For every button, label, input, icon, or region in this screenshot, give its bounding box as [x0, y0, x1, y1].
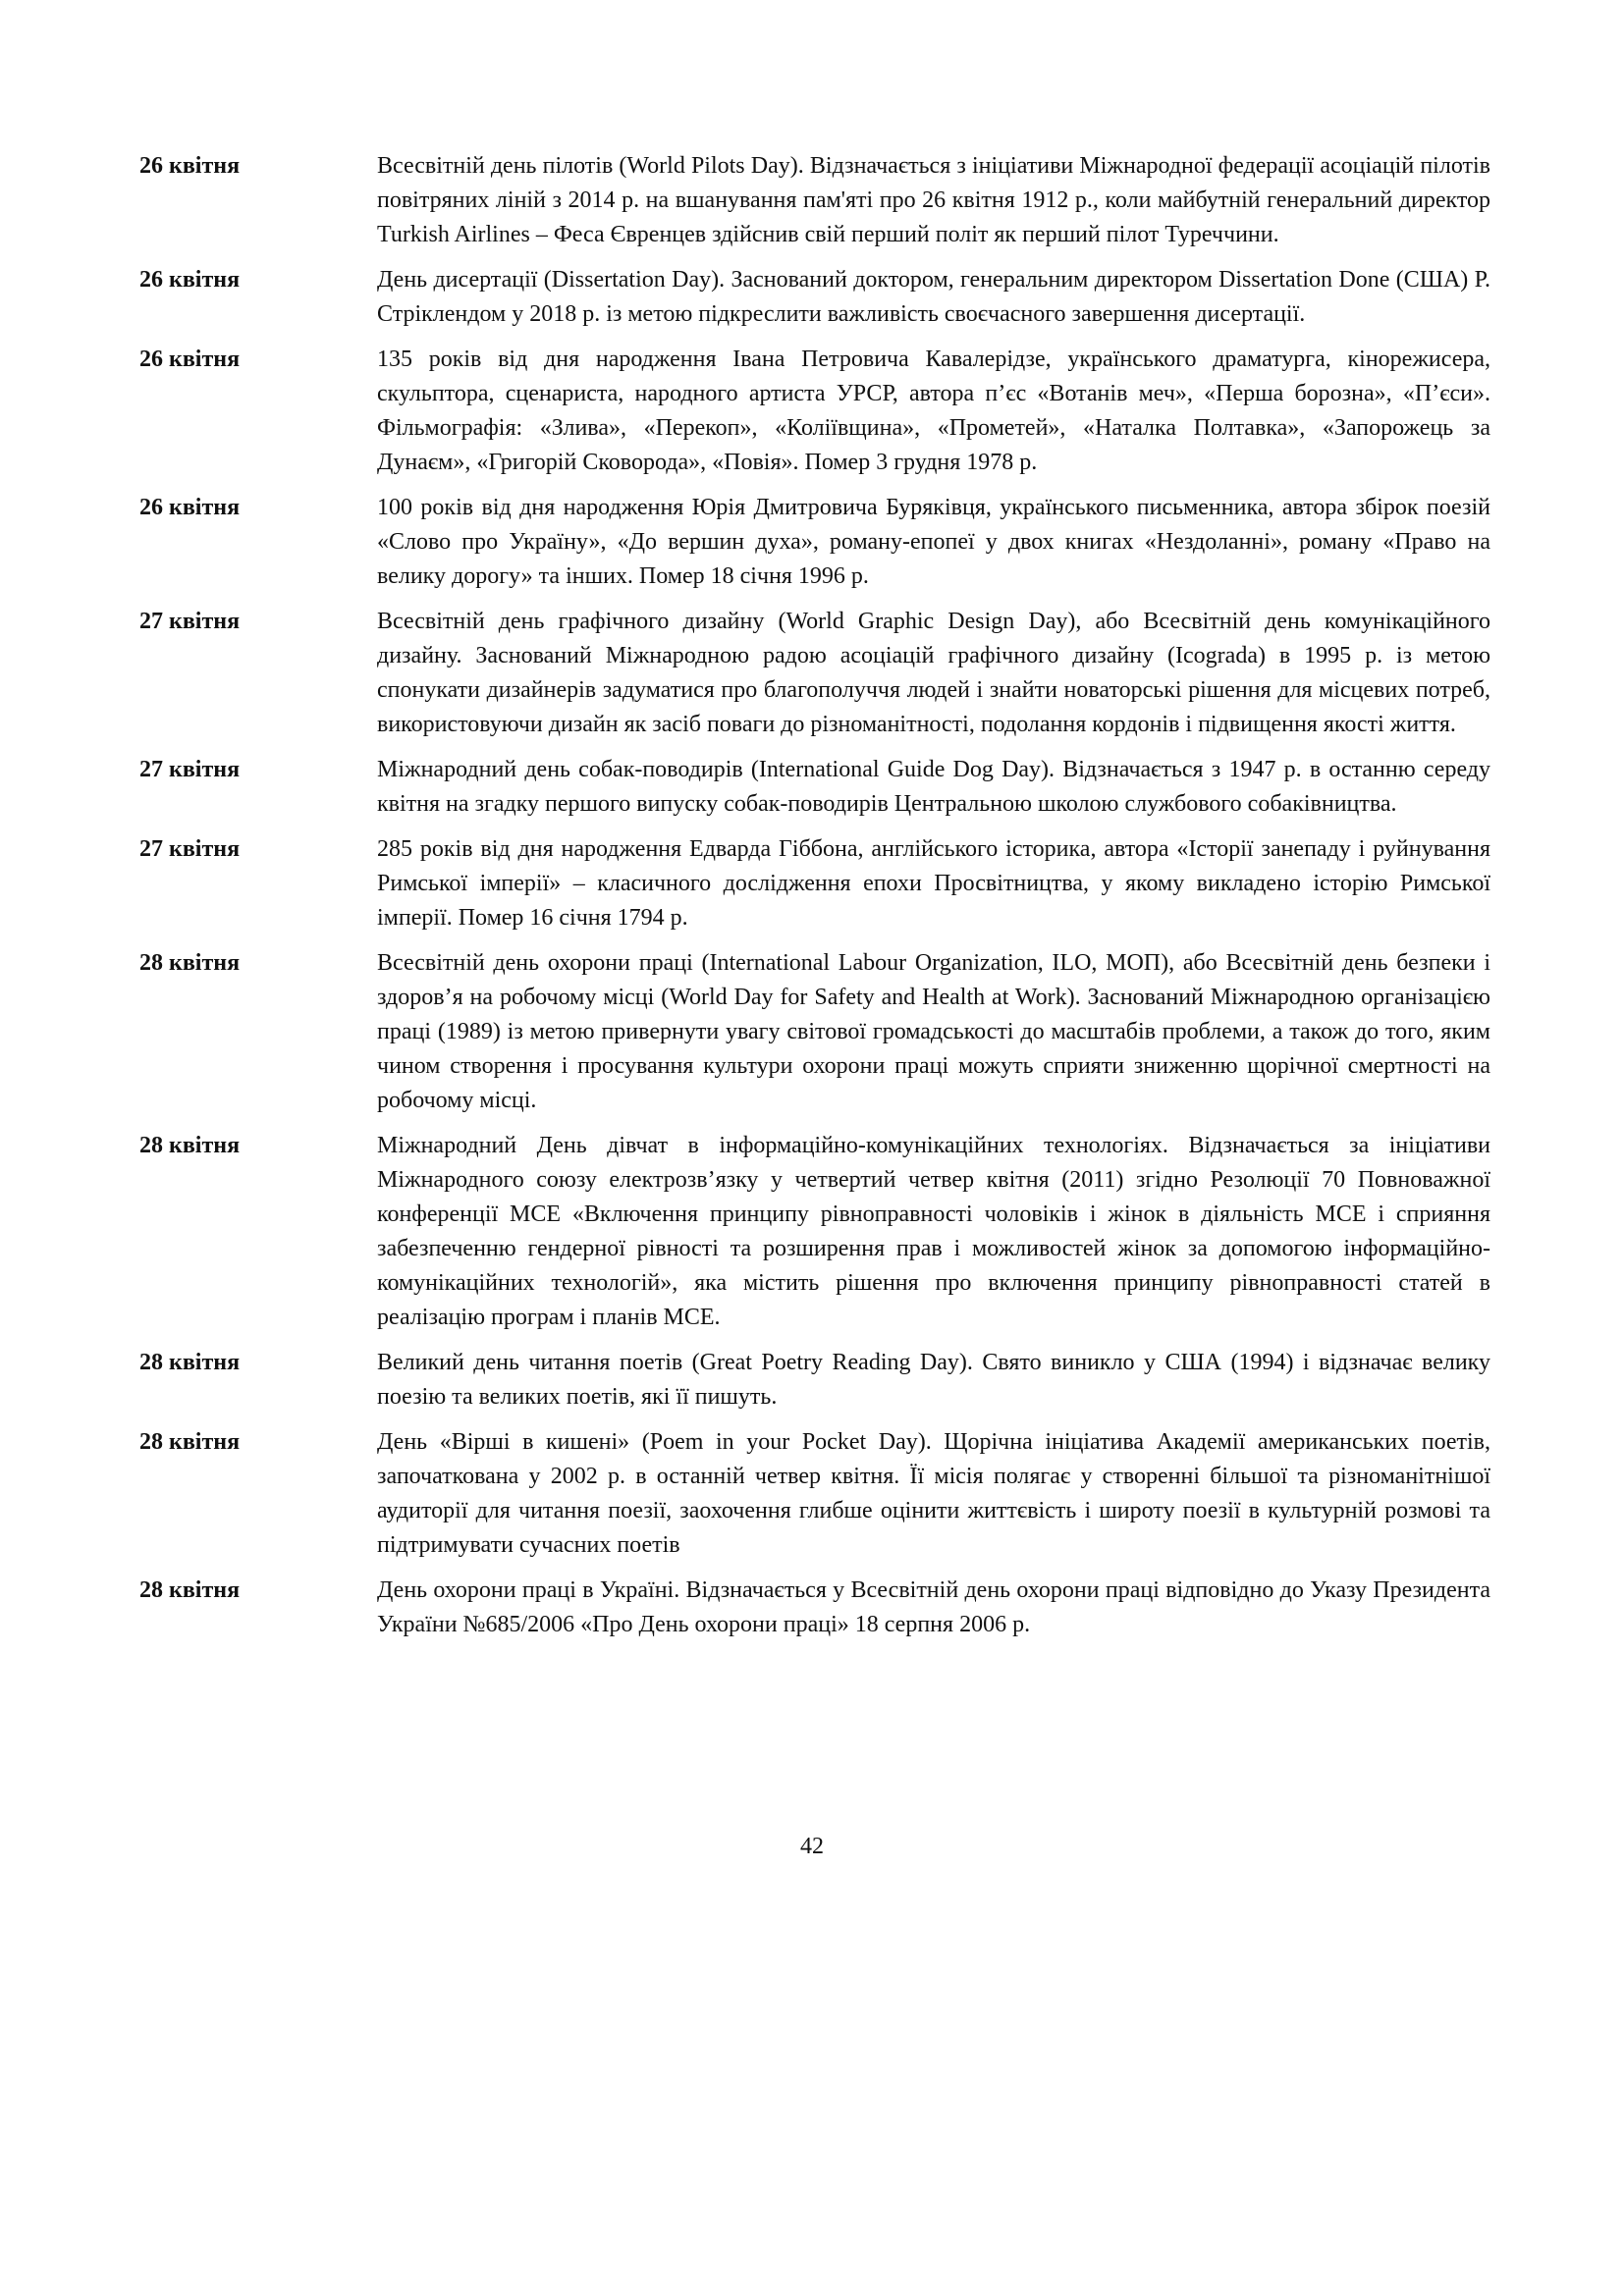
- calendar-entry: [139, 343, 1490, 480]
- entry-date: 28 квітня: [139, 1577, 241, 1603]
- entry-date: 28 квітня: [139, 1350, 241, 1375]
- entry-date: 28 квітня: [139, 950, 241, 976]
- page-number: 42: [800, 1834, 824, 1859]
- entry-text: 285 років від дня народження Едварда Гіббона, англійського історика, автора «Історії занепаду і руйнування Римської імперії» – класичного дослідження епохи Просвітництва, у якому викладено історію Римської імперії. Помер 16 січня 1794 р.: [377, 836, 1490, 931]
- calendar-entry: [139, 149, 1490, 252]
- calendar-entry: [139, 1425, 1490, 1563]
- entry-text: Міжнародний День дівчат в інформаційно-комунікаційних технологіях. Відзначається за ініціативи Міжнародного союзу електрозв’язку у четвертий четвер квітня (2011) згідно Резолюції 70 Повноважної конференції МСЕ «Включення принципу рівноправності чоловіків і жінок в діяльність МСЕ і сприяння забезпеченню гендерної рівності та розширення прав і можливостей жінок за допомогою інформаційно-комунікаційних технологій», яка містить рішення про включення принципу рівноправності статей в реалізацію програм і планів МСЕ.: [377, 1133, 1490, 1330]
- entry-text: 135 років від дня народження Івана Петровича Кавалерідзе, українського драматурга, кінорежисера, скульптора, сценариста, народного артиста УРСР, автора п’єс «Вотанів меч», «Перша борозна», «П’єси». Фільмографія: «Злива», «Перекоп», «Коліївщина», «Прометей», «Наталка Полтавка», «Запорожець за Дунаєм», «Григорій Сковорода», «Повія». Помер 3 грудня 1978 р.: [377, 347, 1490, 475]
- entry-text: Всесвітній день охорони праці (International Labour Organization, ILO, МОП), або Всесвітній день безпеки і здоров’я на робочому місці (World Day for Safety and Health at Work). Заснований Міжнародною організацією праці (1989) із метою привернути увагу світової громадськості до масштабів проблеми, а також до того, яким чином створення і просування культури охорони праці можуть сприяти зниженню щорічної смертності на робочому місці.: [377, 950, 1490, 1113]
- entry-text: Всесвітній день графічного дизайну (World Graphic Design Day), або Всесвітній день комунікаційного дизайну. Заснований Міжнародною радою асоціацій графічного дизайну (Icograda) в 1995 р. із метою спонукати дизайнерів задуматися про благополуччя людей і знайти новаторські рішення для місцевих потреб, використовуючи дизайн як засіб поваги до різноманітності, подолання кордонів і підвищення якості життя.: [377, 609, 1490, 737]
- calendar-entry: [139, 753, 1490, 822]
- entry-date: 26 квітня: [139, 495, 241, 520]
- calendar-entry: [139, 605, 1490, 742]
- entry-text: Великий день читання поетів (Great Poetry Reading Day). Свято виникло у США (1994) і відзначає велику поезію та великих поетів, які її пишуть.: [377, 1350, 1490, 1410]
- calendar-entry: [139, 1129, 1490, 1335]
- entry-date: 27 квітня: [139, 836, 241, 862]
- entry-text: День «Вірші в кишені» (Poem in your Pocket Day). Щорічна ініціатива Академії американських поетів, започаткована у 2002 р. в останній четвер квітня. Її місія полягає у створенні більшої та різноманітнішої аудиторії для читання поезії, заохочення глибше оцінити життєвість і широту поезії в культурній розмові та підтримувати сучасних поетів: [377, 1429, 1490, 1558]
- calendar-entry: [139, 1574, 1490, 1642]
- entry-text: День дисертації (Dissertation Day). Заснований доктором, генеральним директором Dissertation Done (США) Р. Стріклендом у 2018 р. із метою підкреслити важливість своєчасного завершення дисертації.: [377, 267, 1490, 327]
- entry-date: 28 квітня: [139, 1133, 241, 1158]
- entry-text: 100 років від дня народження Юрія Дмитровича Буряківця, українського письменника, автора збірок поезій «Слово про Україну», «До вершин духа», роману-епопеї у двох книгах «Нездоланні», роману «Право на велику дорогу» та інших. Помер 18 січня 1996 р.: [377, 495, 1490, 589]
- document-page: [139, 149, 1490, 1653]
- entry-date: 26 квітня: [139, 347, 241, 372]
- entry-date: 26 квітня: [139, 153, 241, 179]
- entry-date: 27 квітня: [139, 609, 241, 634]
- entry-text: Міжнародний день собак-поводирів (International Guide Dog Day). Відзначається з 1947 р. в останню середу квітня на згадку першого випуску собак-поводирів Центральною школою службового собаківництва.: [377, 757, 1490, 817]
- calendar-entry: [139, 263, 1490, 332]
- calendar-entry: [139, 946, 1490, 1118]
- calendar-entry: [139, 832, 1490, 935]
- entry-date: 26 квітня: [139, 267, 241, 293]
- calendar-entry: [139, 1346, 1490, 1415]
- entry-text: День охорони праці в Україні. Відзначається у Всесвітній день охорони праці відповідно до Указу Президента України №685/2006 «Про День охорони праці» 18 серпня 2006 р.: [377, 1577, 1490, 1637]
- entry-date: 27 квітня: [139, 757, 241, 782]
- entry-date: 28 квітня: [139, 1429, 241, 1455]
- entry-text: Всесвітній день пілотів (World Pilots Day). Відзначається з ініціативи Міжнародної федерації асоціацій пілотів повітряних ліній з 2014 р. на вшанування пам'яті про 26 квітня 1912 р., коли майбутній генеральний директор Turkish Airlines – Феса Євренцев здійснив свій перший політ як перший пілот Туреччини.: [377, 153, 1490, 247]
- calendar-entry: [139, 491, 1490, 594]
